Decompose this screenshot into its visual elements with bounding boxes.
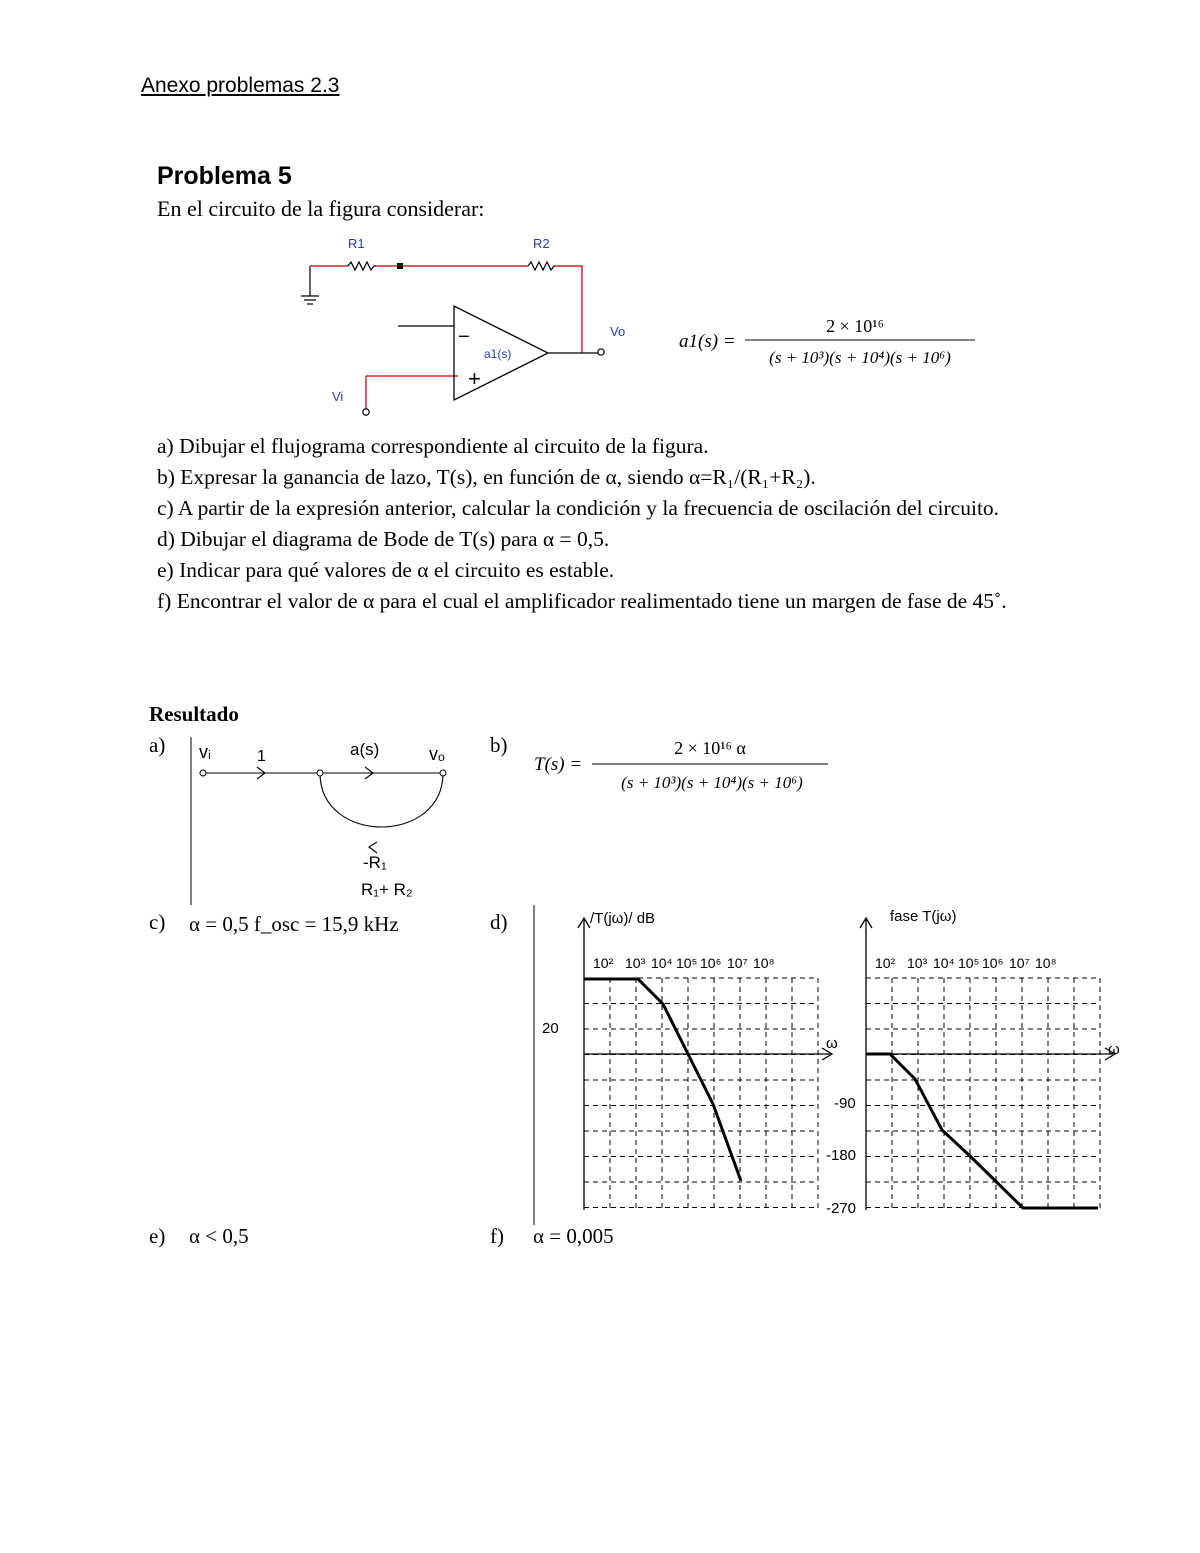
opamp-circuit-diagram <box>290 228 650 423</box>
flow-feedback-denominator: R₁+ R₂ <box>361 880 413 899</box>
freq-tick-label: 10⁸ <box>1035 955 1057 971</box>
bode-diagrams <box>530 900 1130 1230</box>
result-title: Resultado <box>149 702 239 726</box>
phase-y-label-90: -90 <box>834 1095 856 1112</box>
resistor-r2-icon <box>528 262 555 270</box>
freq-tick-label: 10³ <box>625 955 646 971</box>
ground-icon <box>301 266 319 304</box>
flow-as-label: a(s) <box>350 740 380 759</box>
freq-tick-label: 10⁶ <box>982 955 1004 971</box>
r1-label: R1 <box>348 236 365 251</box>
formula-T-lhs: T(s) = <box>534 754 583 775</box>
vi-label: Vi <box>332 389 344 404</box>
problem-intro: En el circuito de la figura considerar: <box>157 196 485 221</box>
freq-tick-label: 10⁶ <box>700 955 722 971</box>
opamp-gain-label: a1(s) <box>484 347 512 361</box>
answer-f-text: α = 0,005 <box>533 1224 614 1248</box>
vo-label: Vo <box>610 324 626 339</box>
answer-a-label: a) <box>149 733 166 757</box>
formula-a1-denominator: (s + 10³)(s + 10⁴)(s + 10⁶) <box>769 348 951 367</box>
phase-y-label-270: -270 <box>826 1200 857 1217</box>
freq-tick-label: 10⁵ <box>958 955 980 971</box>
answer-f-label: f) <box>490 1224 504 1248</box>
freq-tick-label: 10⁴ <box>651 955 673 971</box>
problem-title: Problema 5 <box>157 162 292 190</box>
freq-tick-label: 10⁷ <box>1009 955 1030 971</box>
mag-x-axis-label: ω <box>826 1035 838 1052</box>
flow-feedback-numerator: -R₁ <box>363 853 387 872</box>
freq-tick-label: 10⁷ <box>727 955 748 971</box>
formula-a1-numerator: 2 × 10¹⁶ <box>826 316 884 336</box>
freq-tick-label: 10⁴ <box>933 955 955 971</box>
phase-axis-title: fase T(jω) <box>890 908 957 925</box>
question-list <box>157 431 1122 617</box>
question-f: f) Encontrar el valor de α para el cual el amplificador realimentado tiene un margen de fase de 45˚. <box>157 589 1007 613</box>
flowgraph-diagram <box>185 735 470 910</box>
flow-vo-label: vₒ <box>429 744 445 764</box>
mag-axis-title: /T(jω)/ dB <box>590 910 656 927</box>
question-b: b) Expresar la ganancia de lazo, T(s), en función de α, siendo α=R₁/(R₁+R₂). <box>157 465 816 489</box>
flow-vi-label: vᵢ <box>199 742 211 762</box>
answer-e-text: α < 0,5 <box>189 1224 249 1248</box>
phase-y-label-180: -180 <box>826 1147 857 1164</box>
page-title: Anexo problemas 2.3 <box>141 74 340 97</box>
bode-magnitude-plot <box>534 905 838 1225</box>
freq-tick-label: 10³ <box>907 955 928 971</box>
r2-label: R2 <box>533 236 550 251</box>
freq-tick-label: 10² <box>875 955 896 971</box>
question-a: a) Dibujar el flujograma correspondiente al circuito de la figura. <box>157 434 709 458</box>
question-e: e) Indicar para qué valores de α el circuito es estable. <box>157 558 615 582</box>
question-d: d) Dibujar el diagrama de Bode de T(s) para α = 0,5. <box>157 527 610 551</box>
mag-y-label: 20 <box>542 1020 559 1037</box>
formula-T-numerator: 2 × 10¹⁶ α <box>674 738 746 758</box>
plus-sign: + <box>468 366 481 391</box>
formula-a1 <box>675 305 990 375</box>
phase-x-axis-label: ω <box>1108 1041 1120 1058</box>
formula-T <box>530 730 840 800</box>
answer-e-label: e) <box>149 1224 166 1248</box>
freq-tick-label: 10² <box>593 955 614 971</box>
answer-b-label: b) <box>490 733 508 757</box>
formula-a1-lhs: a1(s) = <box>679 331 736 352</box>
formula-T-denominator: (s + 10³)(s + 10⁴)(s + 10⁶) <box>621 773 803 792</box>
flow-gain-label: 1 <box>257 748 266 765</box>
resistor-r1-icon <box>348 262 376 270</box>
minus-sign: − <box>458 326 470 348</box>
answer-c-label: c) <box>149 910 166 934</box>
question-c: c) A partir de la expresión anterior, calcular la condición y la frecuencia de oscilación del circuito. <box>157 496 1000 520</box>
answer-c-text: α = 0,5 f_osc = 15,9 kHz <box>189 912 399 936</box>
answer-d-label: d) <box>490 910 508 934</box>
freq-tick-label: 10⁵ <box>676 955 698 971</box>
bode-phase-plot <box>826 908 1120 1217</box>
freq-tick-label: 10⁸ <box>753 955 775 971</box>
